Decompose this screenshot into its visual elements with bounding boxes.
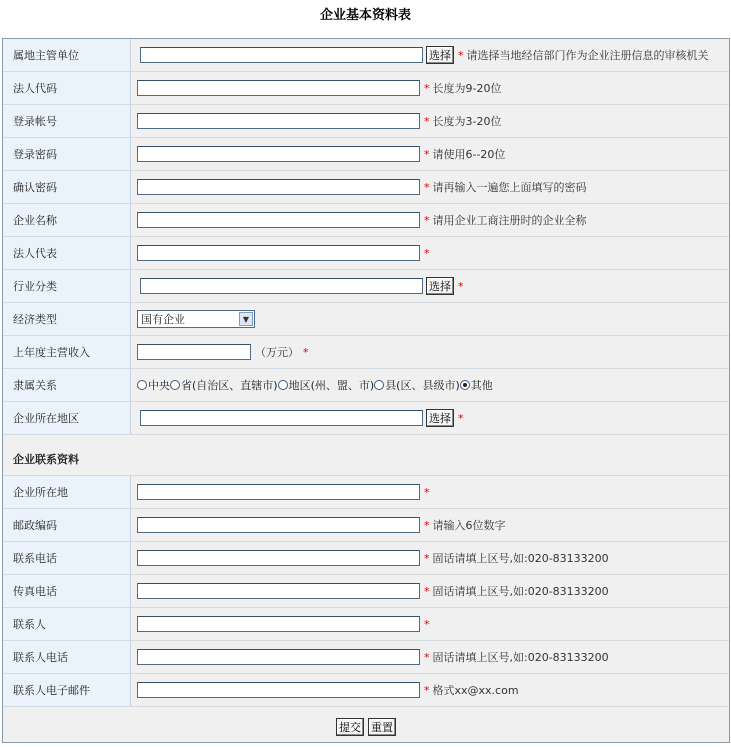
form-row-legal-rep — [3, 237, 729, 270]
required-mark: * — [424, 81, 430, 95]
company-name-input[interactable] — [137, 212, 420, 228]
radio-central[interactable] — [137, 377, 170, 393]
field-label: 联系人电话 — [3, 641, 131, 673]
select-industry-button[interactable]: 选择 — [426, 277, 454, 295]
required-mark: * — [424, 584, 430, 598]
form-row-contact-person — [3, 608, 729, 641]
legal-rep-input[interactable] — [137, 245, 420, 261]
field-label: 经济类型 — [3, 303, 131, 335]
field-hint: 请使用6--20位 — [432, 148, 506, 161]
form-row-confirm-password — [3, 171, 729, 204]
form-row-contact-phone — [3, 641, 729, 674]
field-label: 邮政编码 — [3, 509, 131, 541]
required-mark: * — [424, 246, 430, 260]
login-account-input[interactable] — [137, 113, 420, 129]
field-label: 登录密码 — [3, 138, 131, 170]
radio-label: 中央 — [148, 379, 170, 392]
field-hint: 固话请填上区号,如:020-83133200 — [432, 585, 609, 598]
contact-email-input[interactable] — [137, 682, 420, 698]
field-label: 行业分类 — [3, 270, 131, 302]
required-mark: * — [424, 485, 430, 499]
postcode-input[interactable] — [137, 517, 420, 533]
form-row-economic-type — [3, 303, 729, 336]
radio-button[interactable] — [170, 380, 180, 390]
radio-prefecture[interactable] — [278, 377, 375, 393]
economic-type-select[interactable] — [137, 310, 255, 328]
form-row-legal-code — [3, 72, 729, 105]
field-hint: 请选择当地经信部门作为企业注册信息的审核机关 — [466, 49, 709, 62]
page-title: 企业基本资料表 — [319, 8, 411, 23]
industry-input[interactable] — [140, 278, 423, 294]
field-label: 确认密码 — [3, 171, 131, 203]
field-hint: 固话请填上区号,如:020-83133200 — [432, 552, 609, 565]
section-title: 企业联系资料 — [3, 443, 729, 476]
address-input[interactable] — [137, 484, 420, 500]
field-hint: 固话请填上区号,如:020-83133200 — [432, 651, 609, 664]
required-mark: * — [458, 48, 464, 62]
fax-input[interactable] — [137, 583, 420, 599]
field-label: 企业名称 — [3, 204, 131, 236]
field-label: 联系人电子邮件 — [3, 674, 131, 706]
field-label: 隶属关系 — [3, 369, 131, 401]
legal-code-input[interactable] — [137, 80, 420, 96]
field-label: 企业所在地 — [3, 476, 131, 508]
phone-input[interactable] — [137, 550, 420, 566]
required-mark: * — [424, 617, 430, 631]
form-row-industry — [3, 270, 729, 303]
field-label: 企业所在地区 — [3, 402, 131, 434]
required-mark: * — [424, 650, 430, 664]
required-mark: * — [424, 180, 430, 194]
authority-input[interactable] — [140, 47, 423, 63]
radio-province[interactable] — [170, 377, 278, 393]
unit-label: （万元） — [255, 346, 299, 359]
form-row-affiliation — [3, 369, 729, 402]
select-region-button[interactable]: 选择 — [426, 409, 454, 427]
required-mark: * — [424, 114, 430, 128]
field-hint: 长度为3-20位 — [432, 115, 502, 128]
registration-form — [2, 38, 730, 743]
required-mark: * — [424, 518, 430, 532]
field-hint: 请输入6位数字 — [432, 519, 506, 532]
radio-other[interactable] — [460, 377, 493, 393]
radio-label: 地区(州、盟、市) — [288, 379, 375, 392]
reset-button[interactable]: 重置 — [368, 718, 396, 736]
field-hint: 长度为9-20位 — [432, 82, 502, 95]
field-label: 法人代表 — [3, 237, 131, 269]
form-row-address — [3, 476, 729, 509]
required-mark: * — [424, 147, 430, 161]
required-mark: * — [458, 411, 464, 425]
form-row-postcode — [3, 509, 729, 542]
select-authority-button[interactable]: 选择 — [426, 46, 454, 64]
selected-value: 国有企业 — [141, 313, 185, 326]
form-row-revenue — [3, 336, 729, 369]
form-row-fax — [3, 575, 729, 608]
form-row-region — [3, 402, 729, 435]
region-input[interactable] — [140, 410, 423, 426]
radio-label: 其他 — [470, 379, 493, 392]
radio-button[interactable] — [374, 380, 384, 390]
radio-button[interactable] — [137, 380, 147, 390]
form-row-authority — [3, 39, 729, 72]
confirm-password-input[interactable] — [137, 179, 420, 195]
radio-button[interactable] — [278, 380, 288, 390]
required-mark: * — [424, 683, 430, 697]
field-label: 传真电话 — [3, 575, 131, 607]
field-label: 联系电话 — [3, 542, 131, 574]
radio-label: 省(自治区、直辖市) — [181, 379, 278, 392]
chevron-down-icon[interactable]: ▼ — [239, 312, 253, 326]
form-row-company-name — [3, 204, 729, 237]
required-mark: * — [424, 551, 430, 565]
field-label: 属地主管单位 — [3, 39, 131, 71]
radio-button-selected[interactable] — [460, 380, 470, 390]
required-mark: * — [458, 279, 464, 293]
radio-county[interactable] — [374, 377, 460, 393]
field-label: 上年度主营收入 — [3, 336, 131, 368]
form-row-login-account — [3, 105, 729, 138]
form-row-contact-email — [3, 674, 729, 707]
field-label: 法人代码 — [3, 72, 131, 104]
contact-phone-input[interactable] — [137, 649, 420, 665]
form-row-password — [3, 138, 729, 171]
field-hint: 请再输入一遍您上面填写的密码 — [432, 181, 587, 194]
field-label: 联系人 — [3, 608, 131, 640]
revenue-input[interactable] — [137, 344, 251, 360]
form-row-phone — [3, 542, 729, 575]
password-input[interactable] — [137, 146, 420, 162]
form-actions — [3, 711, 729, 742]
required-mark: * — [424, 213, 430, 227]
required-mark: * — [303, 345, 309, 359]
field-hint: 格式xx@xx.com — [432, 684, 519, 697]
field-label: 登录帐号 — [3, 105, 131, 137]
submit-button[interactable]: 提交 — [336, 718, 364, 736]
field-hint: 请用企业工商注册时的企业全称 — [432, 214, 587, 227]
contact-person-input[interactable] — [137, 616, 420, 632]
radio-label: 县(区、县级市) — [385, 379, 460, 392]
